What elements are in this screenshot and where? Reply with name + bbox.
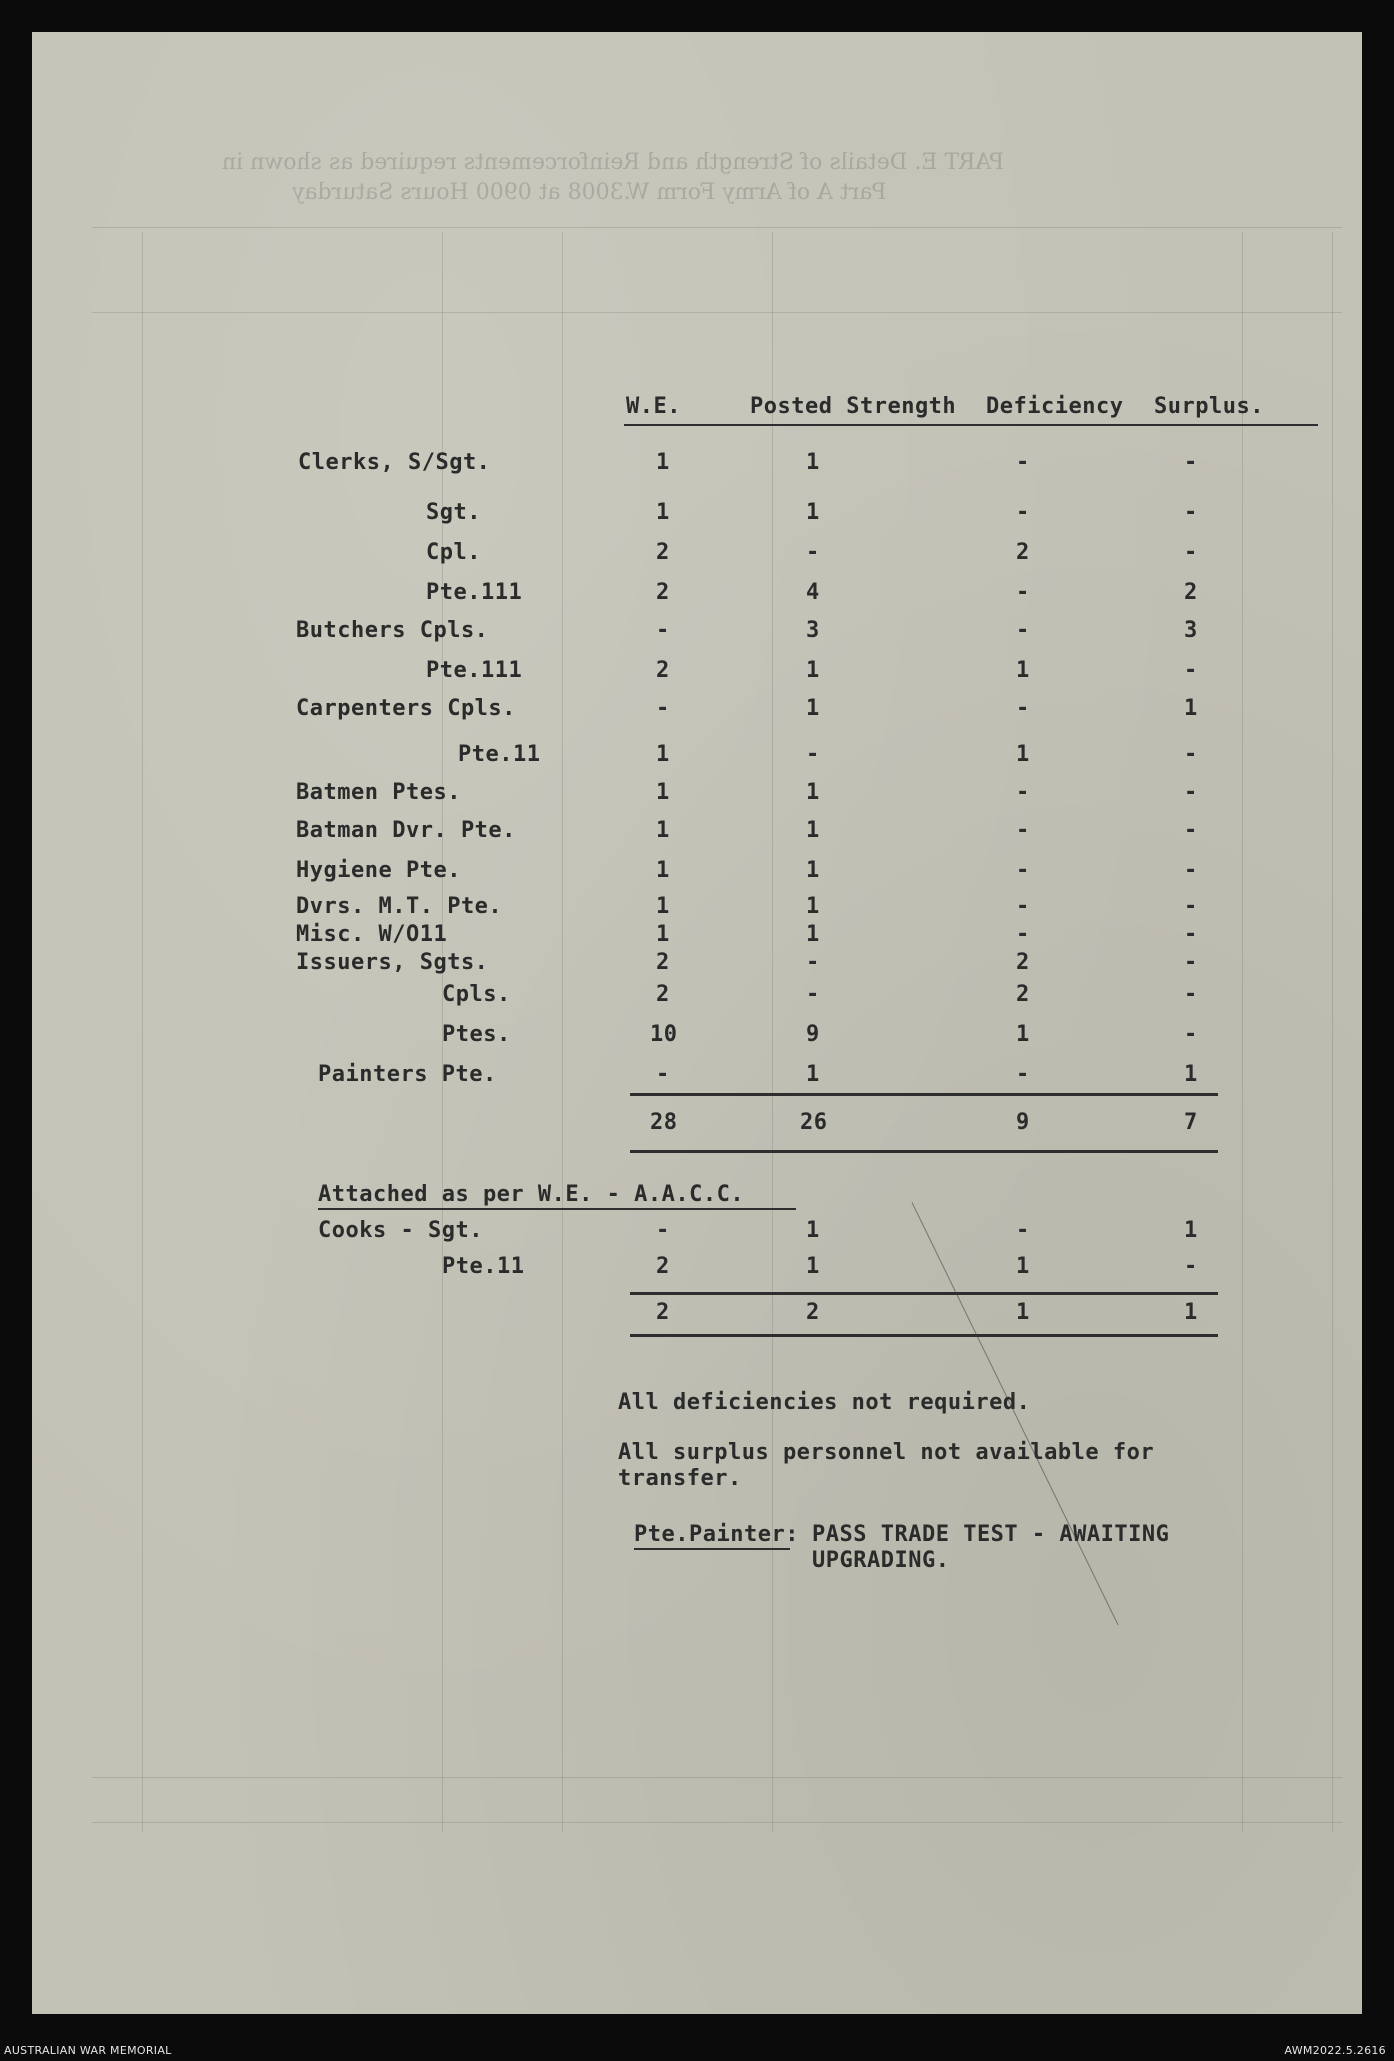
row-surplus: - [1184,780,1198,805]
painter-note-line2: UPGRADING. [812,1548,950,1573]
attached-totals-rule-top [630,1292,1218,1295]
attached-total-posted: 2 [806,1300,820,1325]
row-surplus: - [1184,658,1198,683]
header-deficiency: Deficiency [986,394,1124,419]
attached-row-posted: 1 [806,1218,820,1243]
row-we: 10 [650,1022,678,1047]
attached-row-deficiency: - [1016,1218,1030,1243]
row-deficiency: 2 [1016,950,1030,975]
row-surplus: - [1184,450,1198,475]
document-page [32,32,1362,2014]
row-posted: 9 [806,1022,820,1047]
attached-heading-underline [318,1208,796,1210]
row-we: 1 [656,450,670,475]
row-label: Sgt. [426,500,481,525]
row-we: 1 [656,500,670,525]
total-we: 28 [650,1110,678,1135]
painter-label: Pte.Painter: [634,1522,799,1547]
row-we: 1 [656,780,670,805]
row-posted: 4 [806,580,820,605]
row-label: Issuers, Sgts. [296,950,489,975]
painter-label-underline [634,1548,790,1550]
row-we: 1 [656,894,670,919]
row-posted: 1 [806,658,820,683]
header-underline [624,424,1318,426]
row-deficiency: - [1016,858,1030,883]
row-posted: 1 [806,500,820,525]
header-posted-strength: Posted Strength [750,394,957,419]
row-we: 1 [656,742,670,767]
row-deficiency: - [1016,818,1030,843]
row-surplus: - [1184,922,1198,947]
attached-heading: Attached as per W.E. - A.A.C.C. [318,1182,745,1207]
row-we: 1 [656,922,670,947]
row-surplus: - [1184,1022,1198,1047]
row-posted: 1 [806,922,820,947]
row-surplus: - [1184,500,1198,525]
row-label: Painters Pte. [318,1062,497,1087]
row-posted: 1 [806,858,820,883]
row-label: Ptes. [442,1022,511,1047]
row-surplus: - [1184,818,1198,843]
row-label: Cpl. [426,540,481,565]
totals-rule-bottom [630,1150,1218,1153]
total-posted: 26 [800,1110,828,1135]
row-we: 1 [656,858,670,883]
row-posted: 1 [806,696,820,721]
attached-total-surplus: 1 [1184,1300,1198,1325]
attached-totals-rule-bottom [630,1334,1218,1337]
note-deficiencies: All deficiencies not required. [618,1390,1031,1415]
row-we: - [656,1062,670,1087]
row-we: - [656,696,670,721]
header-we: W.E. [626,394,681,419]
row-deficiency: - [1016,580,1030,605]
row-surplus: - [1184,540,1198,565]
row-surplus: - [1184,982,1198,1007]
row-posted: 1 [806,780,820,805]
row-posted: 1 [806,450,820,475]
row-we: 1 [656,818,670,843]
row-label: Pte.111 [426,658,523,683]
row-surplus: - [1184,894,1198,919]
row-label: Misc. W/O11 [296,922,448,947]
row-deficiency: 1 [1016,742,1030,767]
row-we: 2 [656,580,670,605]
attached-row-posted: 1 [806,1254,820,1279]
row-deficiency: - [1016,922,1030,947]
row-deficiency: - [1016,894,1030,919]
note-surplus-line2: transfer. [618,1466,742,1491]
totals-rule-top [630,1093,1218,1096]
row-we: 2 [656,982,670,1007]
row-we: 2 [656,658,670,683]
row-posted: 1 [806,894,820,919]
row-posted: 1 [806,1062,820,1087]
row-deficiency: 1 [1016,1022,1030,1047]
painter-note-line1: PASS TRADE TEST - AWAITING [812,1522,1170,1547]
row-label: Dvrs. M.T. Pte. [296,894,503,919]
row-surplus: 1 [1184,1062,1198,1087]
row-deficiency: - [1016,450,1030,475]
row-label: Clerks, S/Sgt. [298,450,491,475]
row-surplus: - [1184,950,1198,975]
row-surplus: - [1184,858,1198,883]
row-deficiency: 1 [1016,658,1030,683]
row-surplus: - [1184,742,1198,767]
attached-row-surplus: 1 [1184,1218,1198,1243]
row-deficiency: - [1016,618,1030,643]
total-deficiency: 9 [1016,1110,1030,1135]
note-surplus-line1: All surplus personnel not available for [618,1440,1155,1465]
row-posted: - [806,982,820,1007]
footer-institution: AUSTRALIAN WAR MEMORIAL [4,2044,172,2057]
attached-row-surplus: - [1184,1254,1198,1279]
header-surplus: Surplus. [1154,394,1264,419]
bleed-through-title: PART E. Details of Strength and Reinforcements required as shown in [222,150,1004,175]
row-deficiency: - [1016,1062,1030,1087]
row-posted: 1 [806,818,820,843]
attached-row-label: Pte.11 [442,1254,525,1279]
row-posted: - [806,540,820,565]
attached-total-deficiency: 1 [1016,1300,1030,1325]
bleed-through-subtitle: Part A of Army Form W.3008 at 0900 Hours Saturday [292,180,887,205]
row-posted: - [806,950,820,975]
row-surplus: 3 [1184,618,1198,643]
row-we: - [656,618,670,643]
row-label: Pte.11 [458,742,541,767]
total-surplus: 7 [1184,1110,1198,1135]
row-label: Batman Dvr. Pte. [296,818,516,843]
row-deficiency: 2 [1016,982,1030,1007]
row-deficiency: - [1016,696,1030,721]
row-we: 2 [656,950,670,975]
row-posted: 3 [806,618,820,643]
attached-row-label: Cooks - Sgt. [318,1218,483,1243]
row-we: 2 [656,540,670,565]
row-label: Pte.111 [426,580,523,605]
row-posted: - [806,742,820,767]
row-surplus: 1 [1184,696,1198,721]
attached-total-we: 2 [656,1300,670,1325]
row-label: Carpenters Cpls. [296,696,516,721]
row-surplus: 2 [1184,580,1198,605]
footer-accession-number: AWM2022.5.2616 [1284,2044,1386,2057]
row-label: Cpls. [442,982,511,1007]
attached-row-we: 2 [656,1254,670,1279]
attached-row-we: - [656,1218,670,1243]
row-deficiency: - [1016,500,1030,525]
row-label: Batmen Ptes. [296,780,461,805]
attached-row-deficiency: 1 [1016,1254,1030,1279]
row-label: Butchers Cpls. [296,618,489,643]
row-deficiency: 2 [1016,540,1030,565]
row-deficiency: - [1016,780,1030,805]
row-label: Hygiene Pte. [296,858,461,883]
